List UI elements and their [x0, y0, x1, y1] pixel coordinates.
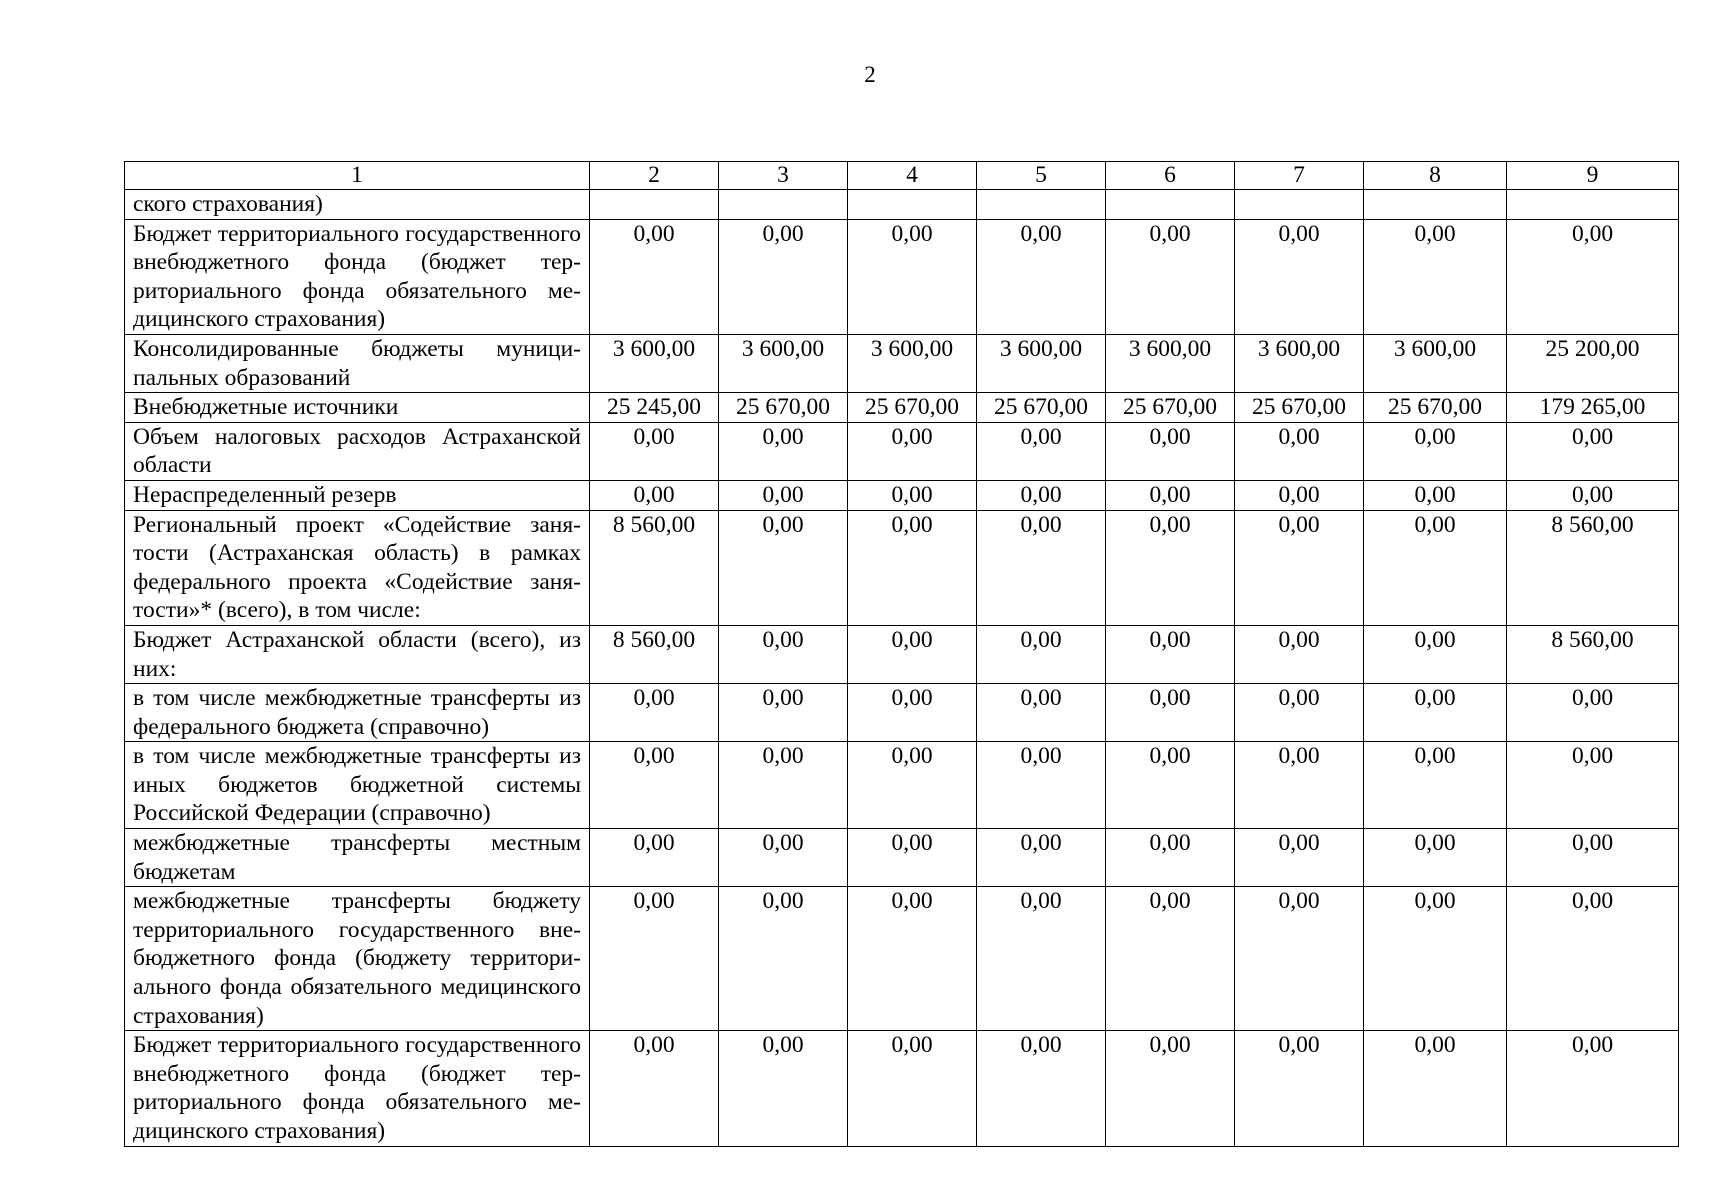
row-value-col-9: 25 200,00 — [1507, 334, 1679, 392]
row-value-col-6: 0,00 — [1106, 1031, 1235, 1146]
row-value-col-2: 0,00 — [590, 742, 719, 829]
row-value-col-8: 0,00 — [1364, 887, 1507, 1031]
row-label: Бюджет территориального государственного внебюджетного фонда (бюджет территориального фонда обязательного медицинского страхования) — [125, 1031, 590, 1146]
table-row — [125, 684, 1679, 742]
column-header-7: 7 — [1235, 162, 1364, 190]
row-value-col-6: 0,00 — [1106, 684, 1235, 742]
row-label: межбюджетные трансферты бюджету территориального государственного внебюджетного фонда (бюджету территориального фонда обязательного медицинского страхования) — [125, 887, 590, 1031]
row-value-col-8: 0,00 — [1364, 742, 1507, 829]
row-value-col-2: 0,00 — [590, 684, 719, 742]
row-value-col-7: 0,00 — [1235, 684, 1364, 742]
row-value-col-3: 0,00 — [719, 422, 848, 480]
row-value-col-5: 0,00 — [977, 684, 1106, 742]
row-value-col-6: 0,00 — [1106, 829, 1235, 887]
column-header-8: 8 — [1364, 162, 1507, 190]
row-value-col-8: 0,00 — [1364, 422, 1507, 480]
table-row — [125, 887, 1679, 1031]
row-value-col-8: 0,00 — [1364, 829, 1507, 887]
row-value-col-7: 0,00 — [1235, 219, 1364, 334]
row-value-col-5: 0,00 — [977, 887, 1106, 1031]
row-value-col-4: 3 600,00 — [848, 334, 977, 392]
column-header-4: 4 — [848, 162, 977, 190]
row-value-col-9: 0,00 — [1507, 422, 1679, 480]
row-label: Бюджет Астраханской области (всего), из них: — [125, 625, 590, 683]
row-value-col-3: 3 600,00 — [719, 334, 848, 392]
row-value-col-6: 0,00 — [1106, 887, 1235, 1031]
row-value-col-3: 0,00 — [719, 1031, 848, 1146]
row-value-col-7: 0,00 — [1235, 480, 1364, 510]
row-value-col-4: 0,00 — [848, 219, 977, 334]
row-value-col-2: 0,00 — [590, 219, 719, 334]
column-header-row — [125, 162, 1679, 190]
row-value-col-2: 0,00 — [590, 887, 719, 1031]
row-value-col-4: 0,00 — [848, 887, 977, 1031]
row-value-col-2: 0,00 — [590, 480, 719, 510]
column-header-9: 9 — [1507, 162, 1679, 190]
row-value-col-4 — [848, 190, 977, 220]
row-value-col-7: 0,00 — [1235, 510, 1364, 625]
row-value-col-5: 0,00 — [977, 742, 1106, 829]
table-row — [125, 422, 1679, 480]
row-label: Бюджет территориального государственного внебюджетного фонда (бюджет территориального фонда обязательного медицинского страхования) — [125, 219, 590, 334]
row-value-col-8 — [1364, 190, 1507, 220]
row-value-col-9: 0,00 — [1507, 1031, 1679, 1146]
row-value-col-2: 0,00 — [590, 1031, 719, 1146]
column-header-2: 2 — [590, 162, 719, 190]
row-value-col-8: 0,00 — [1364, 684, 1507, 742]
row-value-col-9 — [1507, 190, 1679, 220]
column-header-6: 6 — [1106, 162, 1235, 190]
row-value-col-8: 0,00 — [1364, 510, 1507, 625]
row-value-col-7 — [1235, 190, 1364, 220]
row-value-col-5: 0,00 — [977, 829, 1106, 887]
row-value-col-3: 0,00 — [719, 684, 848, 742]
row-value-col-8: 0,00 — [1364, 219, 1507, 334]
table-row — [125, 625, 1679, 683]
row-value-col-5: 25 670,00 — [977, 393, 1106, 423]
row-label: в том числе межбюджетные трансферты из федерального бюджета (справочно) — [125, 684, 590, 742]
table-row — [125, 480, 1679, 510]
row-value-col-7: 0,00 — [1235, 422, 1364, 480]
row-value-col-7: 0,00 — [1235, 625, 1364, 683]
row-value-col-4: 0,00 — [848, 684, 977, 742]
row-value-col-9: 8 560,00 — [1507, 510, 1679, 625]
row-value-col-4: 0,00 — [848, 625, 977, 683]
row-value-col-3: 0,00 — [719, 480, 848, 510]
row-value-col-4: 25 670,00 — [848, 393, 977, 423]
row-value-col-7: 25 670,00 — [1235, 393, 1364, 423]
row-value-col-9: 0,00 — [1507, 829, 1679, 887]
row-value-col-9: 8 560,00 — [1507, 625, 1679, 683]
row-value-col-6: 0,00 — [1106, 742, 1235, 829]
row-value-col-8: 0,00 — [1364, 625, 1507, 683]
row-value-col-4: 0,00 — [848, 422, 977, 480]
table-row — [125, 829, 1679, 887]
row-value-col-3: 0,00 — [719, 510, 848, 625]
row-value-col-3: 0,00 — [719, 625, 848, 683]
row-label: ского страхования) — [125, 190, 590, 220]
row-value-col-3: 0,00 — [719, 887, 848, 1031]
table-row — [125, 219, 1679, 334]
row-value-col-9: 0,00 — [1507, 480, 1679, 510]
row-value-col-5: 0,00 — [977, 422, 1106, 480]
row-value-col-9: 0,00 — [1507, 684, 1679, 742]
row-value-col-5: 0,00 — [977, 1031, 1106, 1146]
table-row — [125, 190, 1679, 220]
budget-table — [124, 161, 1679, 1147]
row-value-col-6: 0,00 — [1106, 480, 1235, 510]
row-value-col-9: 179 265,00 — [1507, 393, 1679, 423]
row-value-col-3: 25 670,00 — [719, 393, 848, 423]
row-value-col-6: 3 600,00 — [1106, 334, 1235, 392]
row-value-col-7: 0,00 — [1235, 829, 1364, 887]
row-value-col-2: 3 600,00 — [590, 334, 719, 392]
row-label: Объем налоговых расходов Астраханской области — [125, 422, 590, 480]
row-value-col-2: 8 560,00 — [590, 510, 719, 625]
row-label: Консолидированные бюджеты муниципальных образований — [125, 334, 590, 392]
row-label: в том числе межбюджетные трансферты из иных бюджетов бюджетной системы Российской Федерации (справочно) — [125, 742, 590, 829]
row-value-col-4: 0,00 — [848, 480, 977, 510]
row-value-col-8: 3 600,00 — [1364, 334, 1507, 392]
row-label: Внебюджетные источники — [125, 393, 590, 423]
row-label: Нераспределенный резерв — [125, 480, 590, 510]
row-value-col-9: 0,00 — [1507, 742, 1679, 829]
row-value-col-8: 0,00 — [1364, 480, 1507, 510]
row-value-col-5: 0,00 — [977, 480, 1106, 510]
table-row — [125, 393, 1679, 423]
table-row — [125, 742, 1679, 829]
row-value-col-8: 25 670,00 — [1364, 393, 1507, 423]
row-value-col-4: 0,00 — [848, 829, 977, 887]
row-value-col-4: 0,00 — [848, 742, 977, 829]
row-value-col-6: 0,00 — [1106, 625, 1235, 683]
row-label: межбюджетные трансферты местным бюджетам — [125, 829, 590, 887]
row-value-col-5: 3 600,00 — [977, 334, 1106, 392]
table-row — [125, 1031, 1679, 1146]
table-row — [125, 334, 1679, 392]
row-value-col-7: 0,00 — [1235, 742, 1364, 829]
row-value-col-6: 0,00 — [1106, 510, 1235, 625]
row-label: Региональный проект «Содействие занятости (Астраханская область) в рамках федерального проекта «Содействие занятости»* (всего), в том числе: — [125, 510, 590, 625]
page-number: 2 — [864, 62, 876, 87]
row-value-col-3: 0,00 — [719, 829, 848, 887]
table-row — [125, 510, 1679, 625]
row-value-col-2: 0,00 — [590, 422, 719, 480]
row-value-col-9: 0,00 — [1507, 887, 1679, 1031]
row-value-col-7: 0,00 — [1235, 887, 1364, 1031]
column-header-5: 5 — [977, 162, 1106, 190]
row-value-col-5 — [977, 190, 1106, 220]
row-value-col-3: 0,00 — [719, 742, 848, 829]
row-value-col-2: 8 560,00 — [590, 625, 719, 683]
row-value-col-8: 0,00 — [1364, 1031, 1507, 1146]
row-value-col-2 — [590, 190, 719, 220]
row-value-col-6: 0,00 — [1106, 219, 1235, 334]
row-value-col-6 — [1106, 190, 1235, 220]
row-value-col-2: 0,00 — [590, 829, 719, 887]
row-value-col-4: 0,00 — [848, 1031, 977, 1146]
row-value-col-9: 0,00 — [1507, 219, 1679, 334]
column-header-3: 3 — [719, 162, 848, 190]
row-value-col-6: 25 670,00 — [1106, 393, 1235, 423]
row-value-col-6: 0,00 — [1106, 422, 1235, 480]
column-header-1: 1 — [125, 162, 590, 190]
row-value-col-5: 0,00 — [977, 510, 1106, 625]
row-value-col-7: 0,00 — [1235, 1031, 1364, 1146]
row-value-col-5: 0,00 — [977, 219, 1106, 334]
table-body — [125, 162, 1679, 1147]
row-value-col-2: 25 245,00 — [590, 393, 719, 423]
row-value-col-3: 0,00 — [719, 219, 848, 334]
row-value-col-5: 0,00 — [977, 625, 1106, 683]
row-value-col-4: 0,00 — [848, 510, 977, 625]
row-value-col-3 — [719, 190, 848, 220]
row-value-col-7: 3 600,00 — [1235, 334, 1364, 392]
